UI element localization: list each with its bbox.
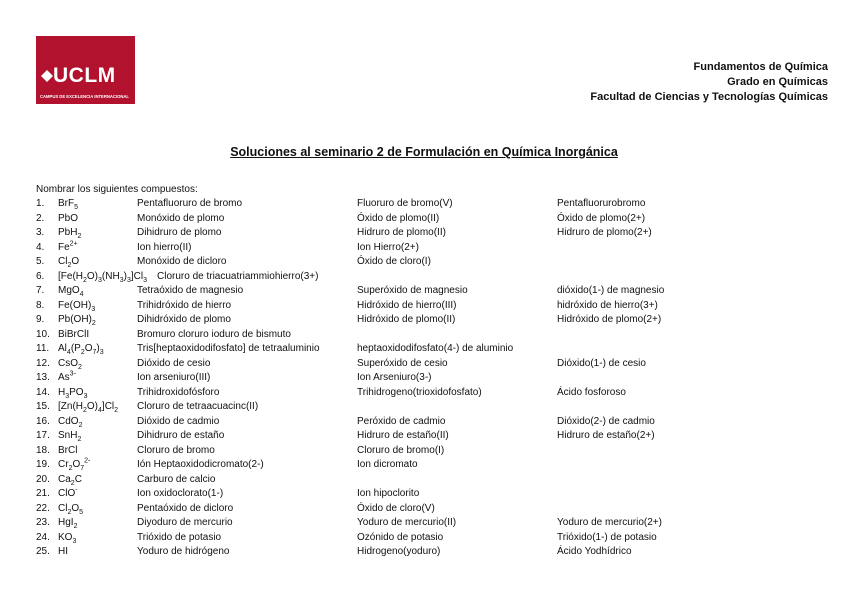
compound-number: 2. xyxy=(36,212,45,224)
stock-name: Fluoruro de bromo(V) xyxy=(357,198,453,209)
stock-name: Hidrogeno(yoduro) xyxy=(357,546,441,557)
compound-formula: HI xyxy=(58,546,68,557)
compound-formula: $Fe^{2+}$ xyxy=(58,240,78,253)
compound-formula: $Pb(OH)_2$ xyxy=(58,314,96,327)
alternative-name: Dióxido(2-) de cadmio xyxy=(557,415,655,427)
alternative-name: dióxido(1-) de magnesio xyxy=(557,285,665,296)
stock-name: Hidruro de estaño(II) xyxy=(357,430,449,441)
alternative-name: Yoduro de mercurio(2+) xyxy=(557,517,662,528)
alternative-name: Ácido Yodhídrico xyxy=(557,546,632,557)
compound-formula: ClO- xyxy=(58,486,78,499)
compound-formula: $Ca_2C$ xyxy=(58,473,82,487)
stock-name: Ion dicromato xyxy=(357,459,418,470)
alternative-name: Trióxido(1-) de potasio xyxy=(557,531,657,543)
stock-name: Óxido de cloro(V) xyxy=(357,502,435,514)
compound-formula: $Cr_2O_7^{2-}$ xyxy=(58,457,91,472)
compound-formula: $KO_3$ xyxy=(58,531,77,545)
compound-formula: HgI$_2$ xyxy=(58,517,78,530)
systematic-name: Trióxido de potasio xyxy=(137,531,222,543)
compound-number: 15. xyxy=(36,401,50,412)
stock-name: Superóxido de magnesio xyxy=(357,285,468,296)
systematic-name: Monóxido de plomo xyxy=(137,212,225,224)
compound-number: 4. xyxy=(36,241,45,253)
compound-number: 23. xyxy=(36,517,50,528)
compound-number: 7. xyxy=(36,285,45,296)
stock-name: Óxido de plomo(II) xyxy=(357,212,440,224)
systematic-name: Yoduro de hidrógeno xyxy=(137,546,230,557)
stock-name: Ion Arseniuro(3-) xyxy=(357,372,432,383)
systematic-name: Ión Heptaoxidodicromato(2-) xyxy=(137,459,264,470)
compound-row xyxy=(0,474,848,489)
compound-row xyxy=(0,546,848,561)
stock-name: Superóxido de cesio xyxy=(357,357,448,369)
compound-row xyxy=(0,445,848,460)
compound-formula: $[Fe(H_2O)_3(NH_3)_3]Cl_3$ xyxy=(58,270,147,284)
compound-formula: $H_3PO_3$ xyxy=(58,386,88,400)
compound-number: 8. xyxy=(36,299,45,311)
stock-name: Ion hipoclorito xyxy=(357,488,420,499)
stock-name: Hidróxido de plomo(II) xyxy=(357,314,456,325)
compound-number: 3. xyxy=(36,227,45,238)
compound-row xyxy=(0,285,848,300)
compound-number: 5. xyxy=(36,256,45,267)
systematic-name: Monóxido de dicloro xyxy=(137,256,227,267)
page-title: Soluciones al seminario 2 de Formulación en Química Inorgánica xyxy=(230,145,618,159)
compound-formula: BrCl xyxy=(58,444,78,456)
header-faculty: Facultad de Ciencias y Tecnologías Químicas xyxy=(590,91,828,103)
systematic-name: Dihidróxido de plomo xyxy=(137,314,231,325)
compound-formula: PbO xyxy=(58,212,79,224)
stock-name: Yoduro de mercurio(II) xyxy=(357,517,457,528)
compound-row xyxy=(0,488,848,503)
logo-wordmark: UCLM xyxy=(53,64,116,87)
compound-formula: SnH$_2$ xyxy=(58,430,82,443)
stock-name: Ozónido de potasio xyxy=(357,531,444,543)
compound-row xyxy=(0,459,848,474)
systematic-name: Bromuro cloruro ioduro de bismuto xyxy=(137,328,291,340)
compound-row xyxy=(0,401,848,416)
compound-number: 16. xyxy=(36,415,50,427)
header-degree: Grado en Químicas xyxy=(727,76,828,88)
diamond-logo-icon xyxy=(41,70,53,82)
compound-number: 24. xyxy=(36,531,50,543)
alternative-name: Ácido fosforoso xyxy=(557,386,626,398)
header-course: Fundamentos de Química xyxy=(693,61,828,73)
compound-row xyxy=(0,416,848,431)
systematic-name: Dihidruro de estaño xyxy=(137,430,225,441)
compound-formula: MgO$_4$ xyxy=(58,285,84,298)
compound-number: 9. xyxy=(36,314,45,325)
systematic-name: Carburo de calcio xyxy=(137,473,216,485)
compound-row xyxy=(0,372,848,387)
stock-name: Hidruro de plomo(II) xyxy=(357,227,446,238)
systematic-name: Cloruro de bromo xyxy=(137,444,215,456)
compound-row xyxy=(0,198,848,213)
compound-row xyxy=(0,430,848,445)
compound-number: 12. xyxy=(36,357,50,369)
systematic-name: Ion oxidoclorato(1-) xyxy=(137,488,224,499)
stock-name: Hidróxido de hierro(III) xyxy=(357,299,457,311)
compound-formula: $Al_4(P_2O_7)_3$ xyxy=(58,343,104,356)
alternative-name: Hidruro de plomo(2+) xyxy=(557,227,652,238)
compound-formula: CdO$_2$ xyxy=(58,415,83,429)
compound-row xyxy=(0,532,848,547)
systematic-name: Pentaóxido de dicloro xyxy=(137,502,234,514)
compound-number: 17. xyxy=(36,430,50,441)
systematic-name: Dihidruro de plomo xyxy=(137,227,222,238)
compound-row xyxy=(0,358,848,373)
compound-row xyxy=(0,256,848,271)
systematic-name: Ion arseniuro(III) xyxy=(137,372,211,383)
compound-formula: $Cl_2O_5$ xyxy=(58,502,84,516)
compound-number: 1. xyxy=(36,198,45,209)
compound-number: 13. xyxy=(36,372,50,383)
compound-formula: $As^{3-}$ xyxy=(58,370,76,383)
compound-row xyxy=(0,213,848,228)
logo-tagline: CAMPUS DE EXCELENCIA INTERNACIONAL xyxy=(40,94,129,99)
alternative-name: Óxido de plomo(2+) xyxy=(557,212,646,224)
compound-formula: $Fe(OH)_3$ xyxy=(58,299,96,313)
systematic-name: Diyoduro de mercurio xyxy=(137,517,233,528)
systematic-name: Pentafluoruro de bromo xyxy=(137,198,243,209)
compound-row xyxy=(0,517,848,532)
alternative-name: Pentafluorurobromo xyxy=(557,198,646,209)
systematic-name: Dióxido de cadmio xyxy=(137,415,220,427)
compound-name-extended: Cloruro de triacuatriammiohierro(3+) xyxy=(157,270,319,282)
compound-number: 18. xyxy=(36,444,50,456)
alternative-name: Hidróxido de plomo(2+) xyxy=(557,314,662,325)
compound-row xyxy=(0,387,848,402)
compound-formula: PbH$_2$ xyxy=(58,227,82,240)
compound-number: 10. xyxy=(36,328,50,340)
compound-number: 25. xyxy=(36,546,50,557)
alternative-name: hidróxido de hierro(3+) xyxy=(557,299,658,311)
compound-row xyxy=(0,271,848,286)
systematic-name: Trihidroxidofósforo xyxy=(137,386,220,398)
compound-row xyxy=(0,300,848,315)
compound-list xyxy=(0,198,848,561)
compound-formula: BiBrClI xyxy=(58,328,90,340)
stock-name: Trihidrogeno(trioxidofosfato) xyxy=(357,386,482,398)
systematic-name: Ion hierro(II) xyxy=(137,241,192,253)
compound-number: 14. xyxy=(36,386,50,398)
compound-formula: BrF$_5$ xyxy=(58,198,79,211)
compound-row xyxy=(0,242,848,257)
stock-name: Óxido de cloro(I) xyxy=(357,256,431,267)
compound-row xyxy=(0,343,848,358)
systematic-name: Tris[heptaoxidodifosfato] de tetraaluminio xyxy=(137,343,320,354)
uclm-logo xyxy=(36,36,135,104)
systematic-name: Cloruro de tetraacuacinc(II) xyxy=(137,401,259,412)
compound-formula: CsO$_2$ xyxy=(58,357,82,371)
instructions-text: Nombrar los siguientes compuestos: xyxy=(36,184,198,195)
alternative-name: Dióxido(1-) de cesio xyxy=(557,357,646,369)
stock-name: heptaoxidodifosfato(4-) de aluminio xyxy=(357,343,514,354)
compound-row xyxy=(0,329,848,344)
compound-formula: $[Zn(H_2O)_4]Cl_2$ xyxy=(58,401,119,414)
compound-number: 6. xyxy=(36,270,45,282)
stock-name: Ion Hierro(2+) xyxy=(357,241,419,253)
systematic-name: Tetraóxido de magnesio xyxy=(137,285,244,296)
compound-formula: $Cl_2O$ xyxy=(58,256,80,269)
compound-row xyxy=(0,227,848,242)
compound-number: 22. xyxy=(36,502,50,514)
compound-number: 11. xyxy=(36,343,50,354)
compound-row xyxy=(0,503,848,518)
stock-name: Cloruro de bromo(I) xyxy=(357,444,445,456)
compound-number: 20. xyxy=(36,473,50,485)
compound-number: 21. xyxy=(36,488,50,499)
compound-number: 19. xyxy=(36,459,50,470)
compound-row xyxy=(0,314,848,329)
systematic-name: Dióxido de cesio xyxy=(137,357,211,369)
course-header xyxy=(590,60,828,105)
stock-name: Peróxido de cadmio xyxy=(357,415,446,427)
systematic-name: Trihidróxido de hierro xyxy=(137,299,232,311)
alternative-name: Hidruro de estaño(2+) xyxy=(557,430,655,441)
